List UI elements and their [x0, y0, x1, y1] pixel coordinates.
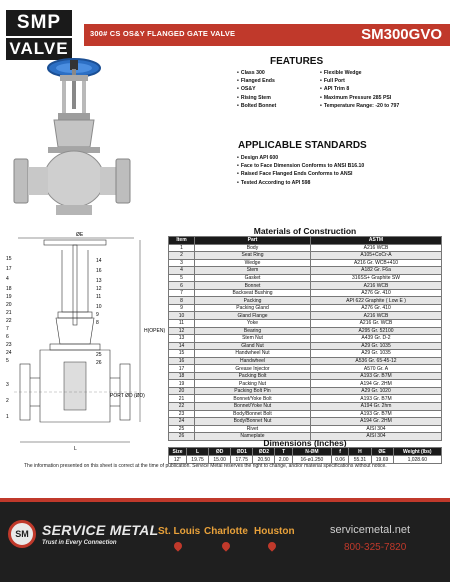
- feature-item: • API Trim 8: [320, 85, 399, 93]
- map-pin-icon: [220, 540, 231, 551]
- table-row: [169, 289, 442, 297]
- item-cell: 3: [169, 259, 195, 267]
- item-cell: 9: [169, 304, 195, 312]
- dimensions-table: [168, 447, 442, 464]
- callout-number: 25: [96, 352, 102, 358]
- part-cell: Packing Bolt Pin: [195, 387, 311, 395]
- astm-cell: A439 Gr. D-2: [311, 335, 442, 343]
- astm-cell: A193 Gr. B7M: [311, 410, 442, 418]
- part-cell: Gasket: [195, 274, 311, 282]
- table-row: [169, 327, 442, 335]
- item-cell: 10: [169, 312, 195, 320]
- website-link[interactable]: servicemetal.net: [330, 524, 411, 536]
- standard-item: • Design API 600: [237, 154, 364, 162]
- callout-number: 14: [96, 258, 102, 264]
- column-header: Size: [169, 448, 187, 456]
- feature-item: • Rising Stem: [237, 94, 276, 102]
- feature-item: • Flanged Ends: [237, 77, 276, 85]
- dimension-cell: 20.50: [253, 456, 275, 464]
- item-cell: 2: [169, 252, 195, 260]
- feature-item: • Maximum Pressure 285 PSI: [320, 94, 399, 102]
- part-cell: Gland Nut: [195, 342, 311, 350]
- table-row: [169, 425, 442, 433]
- part-cell: Backseat Bushing: [195, 289, 311, 297]
- table-row: [169, 387, 442, 395]
- part-cell: Nameplate: [195, 433, 311, 441]
- callout-number: 4: [6, 276, 9, 282]
- feature-item: • Full Port: [320, 77, 399, 85]
- gate-valve-image: [6, 55, 132, 225]
- column-header: ASTM: [311, 237, 442, 245]
- astm-cell: A216 WCB: [311, 244, 442, 252]
- dimension-cell: 17.75: [231, 456, 253, 464]
- city-st-louis: St. Louis: [158, 526, 201, 537]
- item-cell: 15: [169, 350, 195, 358]
- part-cell: Wedge: [195, 259, 311, 267]
- table-header-row: [169, 237, 442, 245]
- phone-number[interactable]: 800-325-7820: [344, 542, 407, 553]
- smp-valve-logo: [6, 10, 72, 58]
- logo-mark-text: SM: [15, 529, 29, 539]
- standards-heading: APPLICABLE STANDARDS: [238, 140, 367, 151]
- column-header: ØD: [209, 448, 231, 456]
- astm-cell: A216 WCB: [311, 312, 442, 320]
- table-row: [169, 403, 442, 411]
- item-cell: 1: [169, 244, 195, 252]
- part-cell: Seat Ring: [195, 252, 311, 260]
- astm-cell: A295 Gr. 52100: [311, 327, 442, 335]
- features-list-left: [237, 69, 276, 110]
- dimension-cell: 55.31: [349, 456, 371, 464]
- standard-item: • Raised Face Flanged Ends Conforms to ANSI: [237, 170, 364, 178]
- callout-number: 21: [6, 310, 12, 316]
- item-cell: 25: [169, 425, 195, 433]
- city-houston: Houston: [254, 526, 295, 537]
- callout-number: 3: [6, 382, 9, 388]
- table-row: [169, 244, 442, 252]
- standards-list: [237, 154, 364, 187]
- callout-number: 22: [6, 318, 12, 324]
- table-row: [169, 395, 442, 403]
- callout-number: 6: [6, 334, 9, 340]
- column-header: Item: [169, 237, 195, 245]
- logo-smp-text: SMP: [6, 10, 72, 36]
- part-cell: Body/Bonnet Nut: [195, 418, 311, 426]
- dimension-cell: 2.00: [275, 456, 293, 464]
- part-cell: Rivet: [195, 425, 311, 433]
- label-e: ØE: [76, 232, 84, 238]
- astm-cell: A105+CoCr-A: [311, 252, 442, 260]
- callout-number: 9: [96, 312, 99, 318]
- part-cell: Handwheel Nut: [195, 350, 311, 358]
- callout-number: 12: [96, 286, 102, 292]
- part-cell: Bonnet/Yoke Bolt: [195, 395, 311, 403]
- feature-item: • Flexible Wedge: [320, 69, 399, 77]
- callouts-left: [6, 256, 12, 420]
- astm-cell: A194 Gr. 2HM: [311, 418, 442, 426]
- part-cell: Bonnet/Yoke Nut: [195, 403, 311, 411]
- table-row: [169, 410, 442, 418]
- features-list-right: [320, 69, 399, 110]
- part-cell: Gland Flange: [195, 312, 311, 320]
- map-pin-icon: [266, 540, 277, 551]
- table-row: [169, 267, 442, 275]
- item-cell: 12: [169, 327, 195, 335]
- callout-number: 24: [6, 350, 12, 356]
- item-cell: 4: [169, 267, 195, 275]
- callout-number: 20: [6, 302, 12, 308]
- materials-table: [168, 236, 442, 441]
- column-header: T: [275, 448, 293, 456]
- item-cell: 16: [169, 357, 195, 365]
- part-cell: Grease Injector: [195, 365, 311, 373]
- item-cell: 5: [169, 274, 195, 282]
- dimensions-heading: Dimensions (Inches): [263, 438, 347, 448]
- part-cell: Yoke: [195, 320, 311, 328]
- dimension-cell: 15.00: [209, 456, 231, 464]
- table-row: [169, 259, 442, 267]
- callout-number: 11: [96, 294, 102, 300]
- feature-item: • Bolted Bonnet: [237, 102, 276, 110]
- technical-drawing: [4, 232, 166, 456]
- item-cell: 24: [169, 418, 195, 426]
- item-cell: 17: [169, 365, 195, 373]
- feature-item: • Class 300: [237, 69, 276, 77]
- column-header: Part: [195, 237, 311, 245]
- city-charlotte: Charlotte: [204, 526, 248, 537]
- callout-number: 13: [96, 278, 102, 284]
- product-subtitle: 300# CS OS&Y FLANGED GATE VALVE: [90, 29, 236, 38]
- callout-number: 2: [6, 398, 9, 404]
- service-metal-logo-icon: [8, 520, 36, 548]
- item-cell: 22: [169, 403, 195, 411]
- table-row: [169, 274, 442, 282]
- callout-number: 18: [6, 286, 12, 292]
- astm-cell: A216 Gr. WCB+410: [311, 259, 442, 267]
- astm-cell: AISI 304: [311, 425, 442, 433]
- callout-number: 26: [96, 360, 102, 366]
- astm-cell: 316SS+ Graphite SW: [311, 274, 442, 282]
- footer-brand: SERVICE METAL: [42, 522, 159, 538]
- column-header: Weight (lbs): [393, 448, 441, 456]
- table-row: [169, 304, 442, 312]
- table-row: [169, 418, 442, 426]
- part-cell: Stem: [195, 267, 311, 275]
- astm-cell: A194 Gr. 2hm: [311, 403, 442, 411]
- astm-cell: A216 WCB: [311, 282, 442, 290]
- callout-number: 1: [6, 414, 9, 420]
- part-cell: Bonnet: [195, 282, 311, 290]
- astm-cell: AISI 304: [311, 433, 442, 441]
- item-cell: 6: [169, 282, 195, 290]
- item-cell: 8: [169, 297, 195, 305]
- astm-cell: A570 Gr. A: [311, 365, 442, 373]
- dimension-cell: 19.75: [187, 456, 209, 464]
- table-row: [169, 372, 442, 380]
- item-cell: 26: [169, 433, 195, 441]
- logo-valve-text: VALVE: [6, 38, 72, 60]
- callout-number: 5: [6, 358, 9, 364]
- label-open: H(OPEN): [144, 328, 166, 334]
- dimension-cell: 0.06: [331, 456, 349, 464]
- table-row: [169, 252, 442, 260]
- footer-tagline: Trust in Every Connection: [42, 540, 117, 546]
- item-cell: 19: [169, 380, 195, 388]
- features-heading: FEATURES: [270, 56, 324, 67]
- table-row: [169, 335, 442, 343]
- table-header-row: [169, 448, 442, 456]
- materials-table-body: [169, 244, 442, 440]
- callout-number: 7: [6, 326, 9, 332]
- column-header: f: [331, 448, 349, 456]
- item-cell: 11: [169, 320, 195, 328]
- callout-number: 10: [96, 304, 102, 310]
- model-number: SM300GVO: [361, 26, 442, 43]
- item-cell: 14: [169, 342, 195, 350]
- table-row: [169, 320, 442, 328]
- disclaimer-text: The information presented on this sheet is correct at the time of publication. Service Metal reserves the right to change, and/or material specifications without notice.: [24, 463, 387, 469]
- standard-item: • Tested According to API 598: [237, 179, 364, 187]
- part-cell: Body/Bonnet Bolt: [195, 410, 311, 418]
- part-cell: Handwheel: [195, 357, 311, 365]
- title-band: [84, 24, 450, 46]
- part-cell: Packing Nut: [195, 380, 311, 388]
- part-cell: Packing Bolt: [195, 372, 311, 380]
- astm-cell: A194 Gr. 2HM: [311, 380, 442, 388]
- astm-cell: A193 Gr. B7M: [311, 395, 442, 403]
- dimension-cell: 1,028.60: [393, 456, 441, 464]
- table-row: [169, 297, 442, 305]
- part-cell: Stem Nut: [195, 335, 311, 343]
- callout-number: 17: [6, 266, 12, 272]
- column-header: ØE: [371, 448, 393, 456]
- item-cell: 21: [169, 395, 195, 403]
- dimension-cell: 12": [169, 456, 187, 464]
- item-cell: 20: [169, 387, 195, 395]
- label-port: PORT ØD (ØD): [110, 393, 145, 399]
- astm-cell: A29 Gr. 1035: [311, 342, 442, 350]
- dimension-cell: 16-ø1.250: [292, 456, 331, 464]
- column-header: ØD2: [253, 448, 275, 456]
- astm-cell: A182 Gr. F6a: [311, 267, 442, 275]
- map-pin-icon: [172, 540, 183, 551]
- label-l: L: [74, 446, 77, 452]
- table-row: [169, 342, 442, 350]
- dimension-cell: 19.69: [371, 456, 393, 464]
- standard-item: • Face to Face Dimension Conforms to ANSI B16.10: [237, 162, 364, 170]
- table-row: [169, 350, 442, 358]
- part-cell: Bearing: [195, 327, 311, 335]
- table-row: [169, 312, 442, 320]
- callout-number: 23: [6, 342, 12, 348]
- footer: [0, 498, 450, 582]
- callout-number: 16: [96, 268, 102, 274]
- item-cell: 13: [169, 335, 195, 343]
- astm-cell: A29 Gr. 1020: [311, 387, 442, 395]
- astm-cell: A536 Gr. 65-45-12: [311, 357, 442, 365]
- part-cell: Packing: [195, 297, 311, 305]
- column-header: ØD1: [231, 448, 253, 456]
- astm-cell: A276 Gr. 410: [311, 289, 442, 297]
- astm-cell: API 622 Graphite ( Low E ): [311, 297, 442, 305]
- item-cell: 23: [169, 410, 195, 418]
- footer-accent-stripe: [0, 498, 450, 502]
- astm-cell: A193 Gr. B7M: [311, 372, 442, 380]
- astm-cell: A29 Gr. 1035: [311, 350, 442, 358]
- materials-heading: Materials of Construction: [253, 226, 357, 236]
- callout-number: 19: [6, 294, 12, 300]
- table-row: [169, 357, 442, 365]
- astm-cell: A276 Gr. 410: [311, 304, 442, 312]
- callout-number: 8: [96, 320, 99, 326]
- table-row: [169, 365, 442, 373]
- item-cell: 18: [169, 372, 195, 380]
- callout-number: 15: [6, 256, 12, 262]
- astm-cell: A216 Gr. WCB: [311, 320, 442, 328]
- feature-item: • OS&Y: [237, 85, 276, 93]
- feature-item: • Temperature Range: -20 to 797: [320, 102, 399, 110]
- column-header: L: [187, 448, 209, 456]
- table-row: [169, 380, 442, 388]
- column-header: N-ØM: [292, 448, 331, 456]
- part-cell: Body: [195, 244, 311, 252]
- part-cell: Packing Gland: [195, 304, 311, 312]
- item-cell: 7: [169, 289, 195, 297]
- column-header: H: [349, 448, 371, 456]
- table-row: [169, 282, 442, 290]
